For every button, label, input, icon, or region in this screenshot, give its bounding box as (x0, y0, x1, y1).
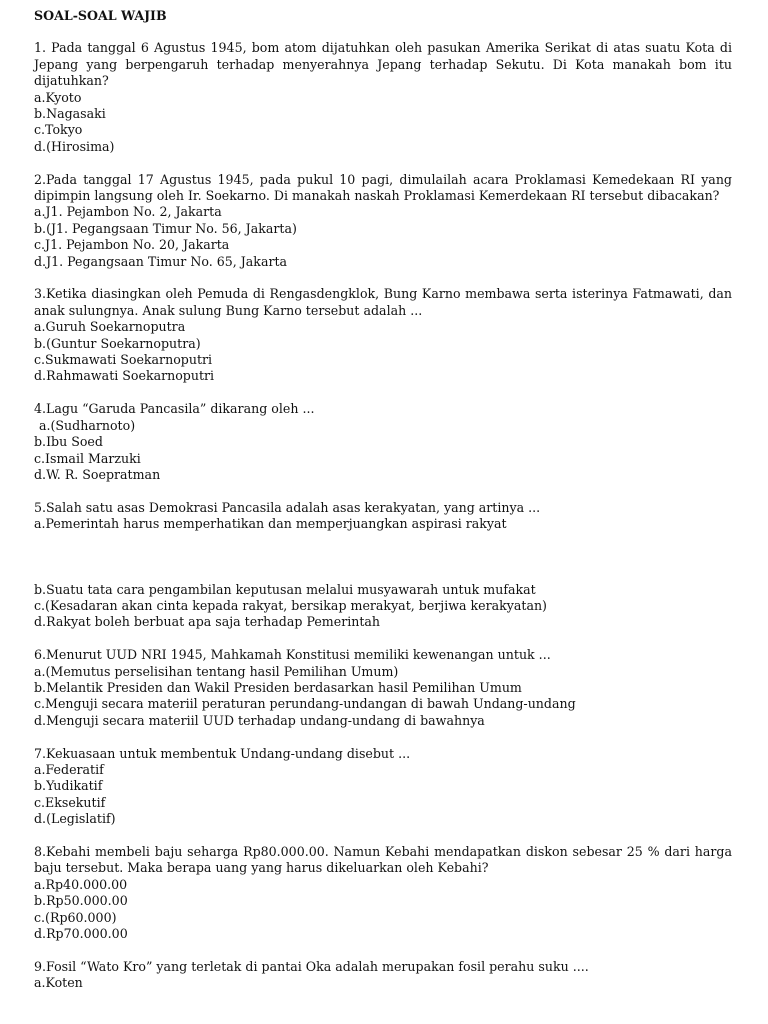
question-text: 2.Pada tanggal 17 Agustus 1945, pada pukul 10 pagi, dimulailah acara Proklamasi Kemedekaan RI yang dipimpin langsung oleh Ir. Soekarno. Di manakah naskah Proklamasi Kemerdekaan RI tersebut dibacakan? (34, 171, 732, 204)
option-c: c.Eksekutif (34, 794, 106, 810)
option-a: a.(Memutus perselisihan tentang hasil Pemilihan Umum) (34, 663, 399, 679)
question-9 (34, 959, 732, 992)
question-3 (34, 286, 732, 384)
document-page (34, 8, 732, 1008)
option-c: c.Ismail Marzuki (34, 450, 141, 466)
blank-gap (34, 533, 732, 582)
option-a: a.Guruh Soekarnoputra (34, 319, 186, 335)
option-b: b.Ibu Soed (34, 434, 103, 450)
option-a: a.Koten (34, 975, 83, 991)
question-4 (34, 401, 732, 483)
option-c: c.Tokyo (34, 122, 83, 138)
option-b: b.Suatu tata cara pengambilan keputusan melalui musyawarah untuk mufakat (34, 581, 536, 597)
option-b: b.Nagasaki (34, 106, 106, 122)
question-text: 6.Menurut UUD NRI 1945, Mahkamah Konstitusi memiliki kewenangan untuk ... (34, 647, 551, 663)
question-8 (34, 844, 732, 942)
question-text: 9.Fosil “Wato Kro” yang terletak di pantai Oka adalah merupakan fosil perahu suku .... (34, 958, 589, 974)
question-text: 7.Kekuasaan untuk membentuk Undang-undang disebut ... (34, 745, 411, 761)
question-text: 5.Salah satu asas Demokrasi Pancasila adalah asas kerakyatan, yang artinya ... (34, 499, 541, 515)
option-b: b.(Guntur Soekarnoputra) (34, 335, 201, 351)
question-1 (34, 40, 732, 155)
option-c: c.Sukmawati Soekarnoputri (34, 352, 213, 368)
option-a: a.Federatif (34, 761, 104, 777)
option-d: d.Rp70.000.00 (34, 926, 128, 941)
option-d: d.Menguji secara materiil UUD terhadap undang-undang di bawahnya (34, 712, 485, 728)
question-text: 8.Kebahi membeli baju seharga Rp80.000.00. Namun Kebahi mendapatkan diskon sebesar 25 % dari harga baju tersebut. Maka berapa uang yang harus dikeluarkan oleh Kebahi? (34, 843, 732, 876)
option-a: a.Rp40.000.00 (34, 876, 128, 892)
option-c: c.Menguji secara materiil peraturan perundang-undangan di bawah Undang-undang (34, 696, 576, 712)
option-b: b.Rp50.000.00 (34, 893, 128, 909)
option-a: a.J1. Pejambon No. 2, Jakarta (34, 204, 222, 220)
question-text: 4.Lagu “Garuda Pancasila” dikarang oleh ... (34, 401, 315, 417)
question-7 (34, 746, 732, 828)
document-title: SOAL-SOAL WAJIB (34, 8, 167, 23)
option-d: d.Rahmawati Soekarnoputri (34, 368, 215, 384)
question-text: 1. Pada tanggal 6 Agustus 1945, bom atom dijatuhkan oleh pasukan Amerika Serikat di atas suatu Kota di Jepang yang berpengaruh terhadap menyerahnya Jepang terhadap Sekutu. Di Kota manakah bom itu dijatuhkan? (34, 40, 732, 89)
option-d: d.Rakyat boleh berbuat apa saja terhadap Pemerintah (34, 614, 381, 630)
question-6 (34, 647, 732, 729)
question-2 (34, 172, 732, 270)
option-c: c.J1. Pejambon No. 20, Jakarta (34, 237, 230, 253)
option-d: d.(Hirosima) (34, 138, 115, 154)
question-text: 3.Ketika diasingkan oleh Pemuda di Rengasdengklok, Bung Karno membawa serta isterinya Fatmawati, dan anak sulungnya. Anak sulung Bung Karno tersebut adalah ... (34, 286, 732, 318)
option-b: b.(J1. Pegangsaan Timur No. 56, Jakarta) (34, 220, 297, 236)
option-a: a.Pemerintah harus memperhatikan dan memperjuangkan aspirasi rakyat (34, 516, 507, 532)
question-5 (34, 500, 732, 631)
option-d: d.(Legislatif) (34, 811, 116, 827)
option-a: a.(Sudharnoto) (39, 417, 136, 433)
option-c: c.(Rp60.000) (34, 909, 117, 925)
option-b: b.Melantik Presiden dan Wakil Presiden berdasarkan hasil Pemilihan Umum (34, 679, 522, 695)
option-c: c.(Kesadaran akan cinta kepada rakyat, bersikap merakyat, berjiwa kerakyatan) (34, 597, 547, 613)
option-d: d.W. R. Soepratman (34, 466, 161, 482)
option-d: d.J1. Pegangsaan Timur No. 65, Jakarta (34, 253, 288, 269)
option-a: a.Kyoto (34, 89, 82, 105)
option-b: b.Yudikatif (34, 778, 103, 794)
